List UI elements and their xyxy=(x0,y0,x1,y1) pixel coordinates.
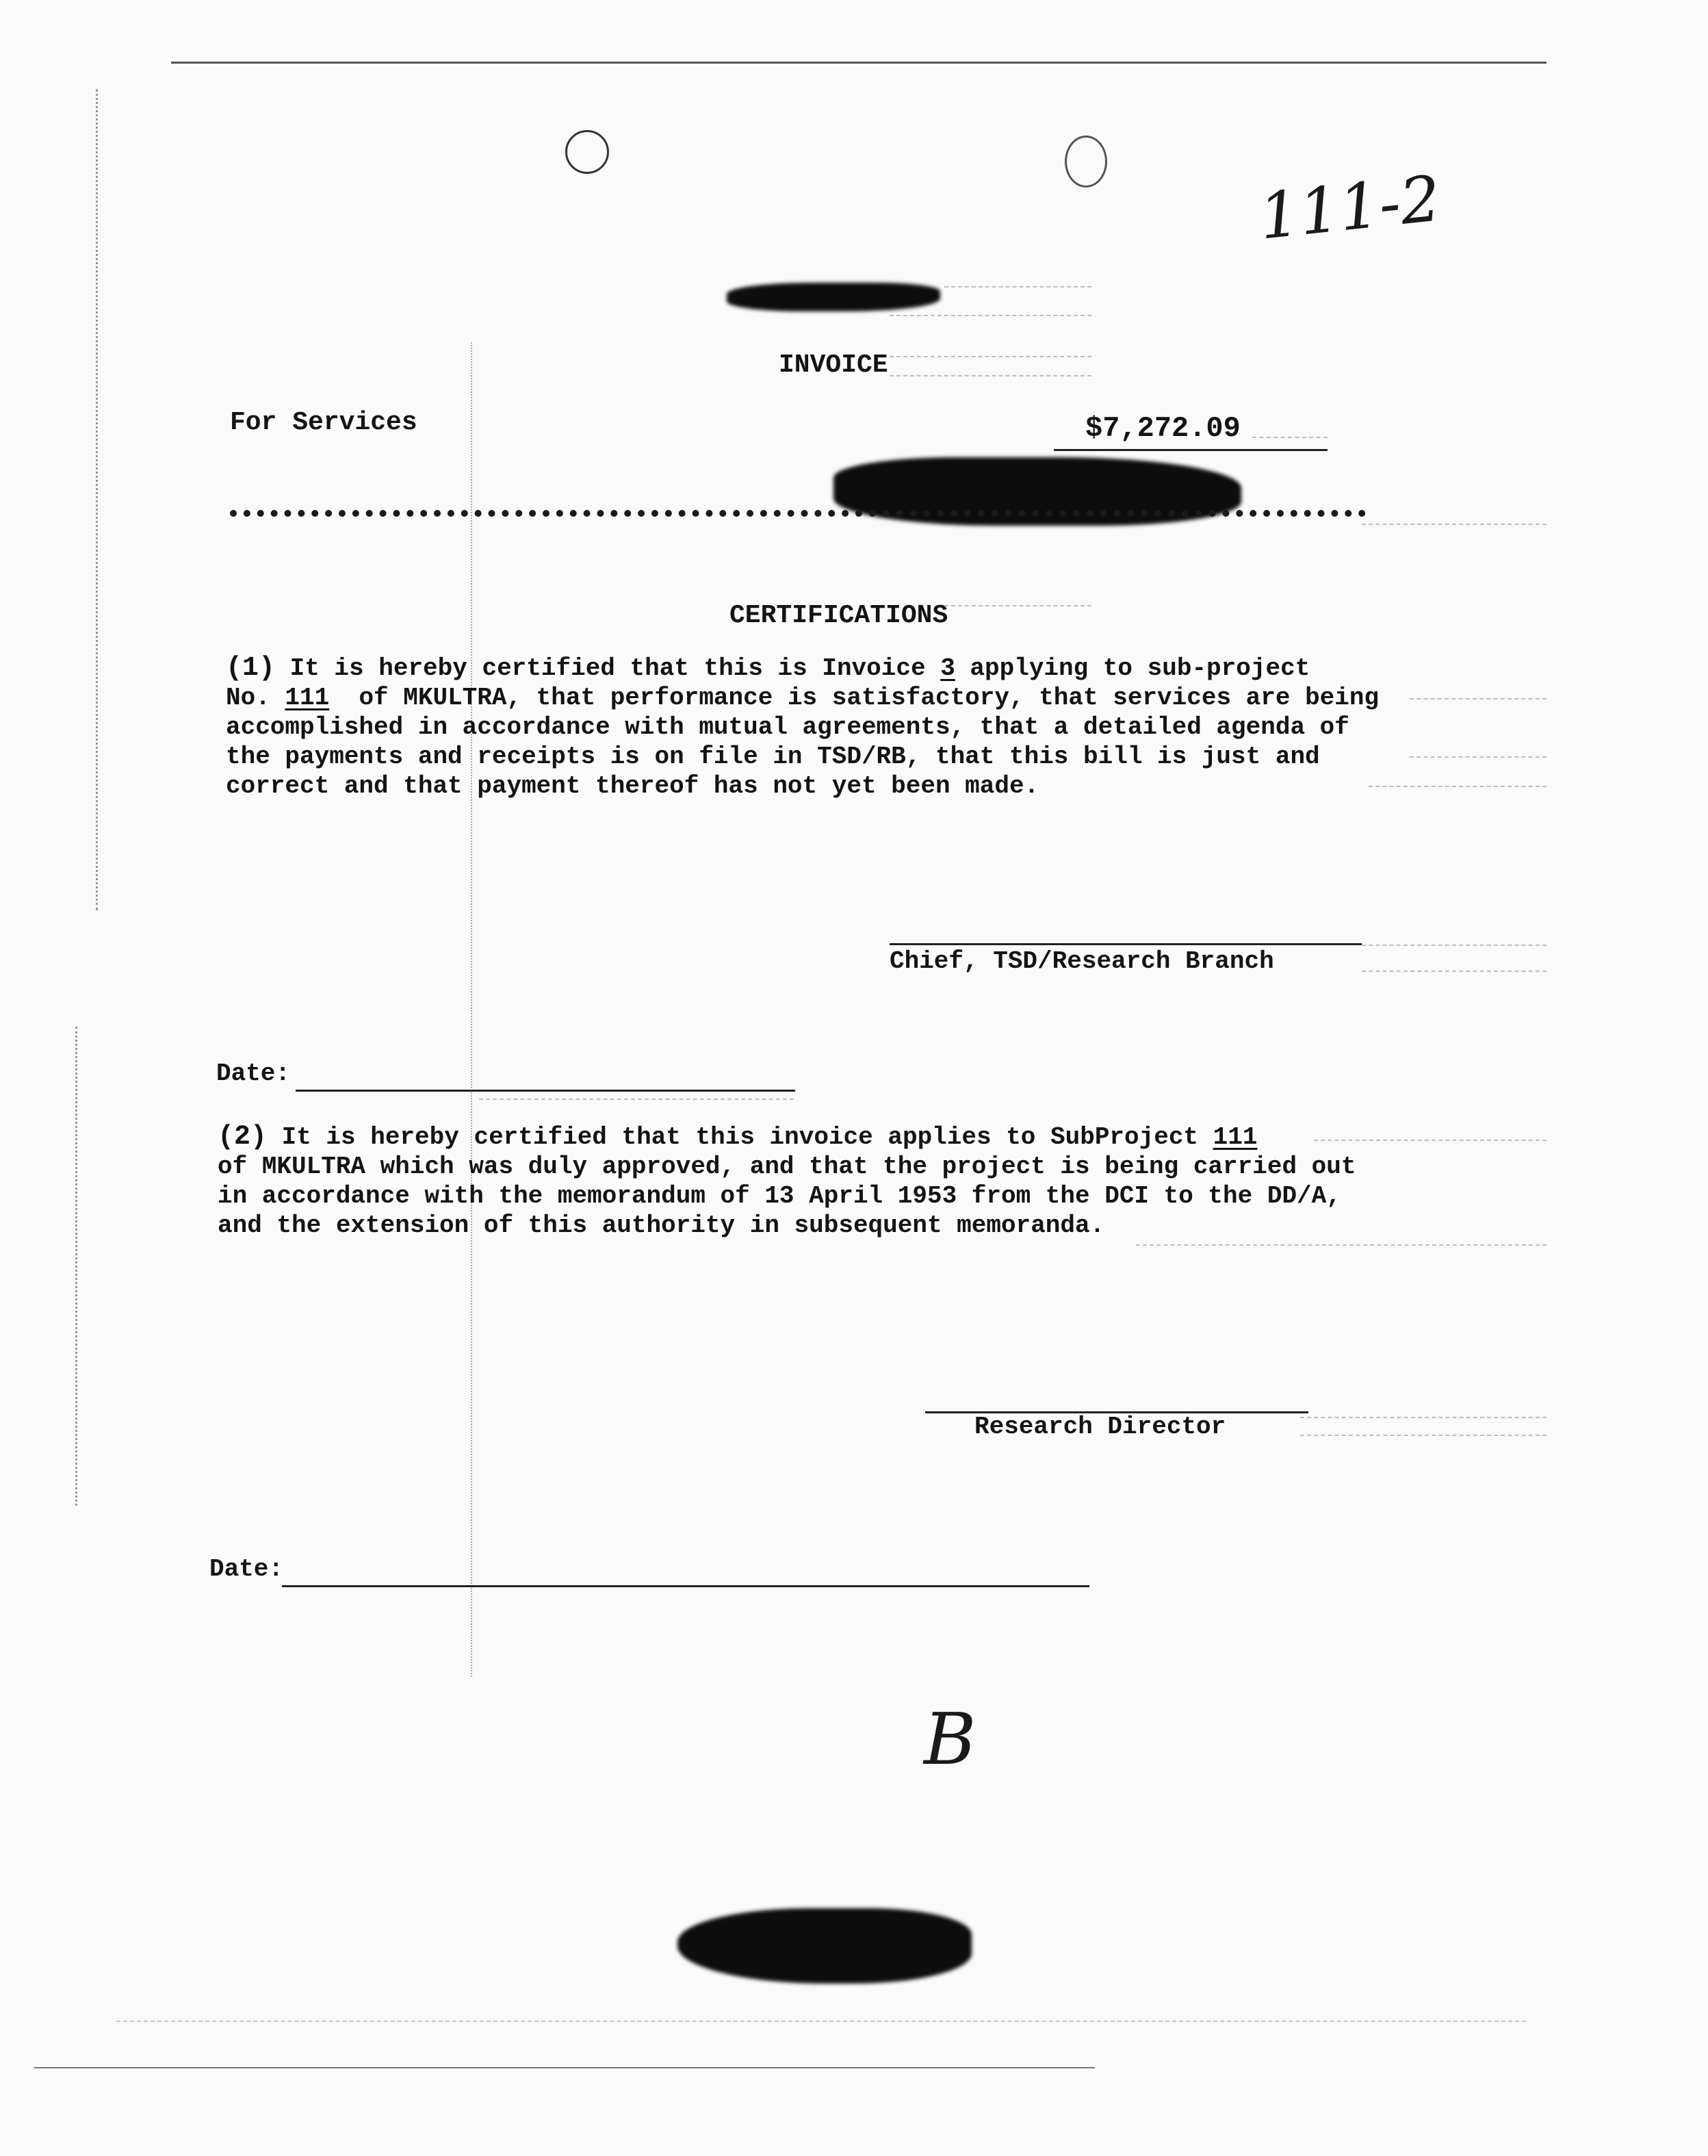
certification-1-line1-end: applying to sub-project xyxy=(955,654,1310,682)
form-rule xyxy=(1410,756,1547,758)
form-rule xyxy=(1252,437,1328,438)
certification-1-line3: accomplished in accordance with mutual agreements, that a detailed agenda of xyxy=(226,713,1349,741)
certification-1-line4: the payments and receipts is on file in TSD/RB, that this bill is just and xyxy=(226,743,1320,771)
top-edge-line xyxy=(171,62,1547,64)
form-rule xyxy=(1362,945,1547,946)
form-rule xyxy=(1410,698,1547,700)
certification-2 xyxy=(218,1122,1356,1240)
punch-hole-mark xyxy=(565,130,609,174)
form-rule xyxy=(890,356,1091,357)
certification-1-number: (1) xyxy=(226,653,276,684)
amount-underline xyxy=(1054,449,1328,451)
signature-line xyxy=(890,943,1362,945)
bottom-edge-line xyxy=(34,2067,1095,2068)
handwritten-reference: 111-2 xyxy=(1256,162,1445,254)
services-label: For Services xyxy=(230,408,417,437)
subproject-number-2: 111 xyxy=(1213,1123,1258,1151)
form-rule xyxy=(1369,786,1547,787)
certification-1-line5: correct and that payment thereof has not yet been made. xyxy=(226,772,1039,800)
form-rule xyxy=(116,2020,1526,2022)
form-rule xyxy=(1362,971,1547,972)
form-rule xyxy=(479,1099,794,1100)
redaction-block xyxy=(727,283,940,311)
form-rule xyxy=(1362,524,1547,525)
certifications-heading: CERTIFICATIONS xyxy=(729,601,948,630)
certification-1 xyxy=(226,654,1379,801)
subproject-number: 111 xyxy=(285,684,330,712)
form-rule xyxy=(890,315,1091,316)
invoice-number: 3 xyxy=(940,654,955,682)
date-1-label: Date: xyxy=(216,1060,291,1088)
section-divider xyxy=(230,510,1366,517)
certification-1-line1-text: It is hereby certified that this is Invoice xyxy=(275,654,941,682)
certification-2-line1-text: It is hereby certified that this invoice applies to SubProject xyxy=(267,1123,1213,1151)
certification-1-line2-end: of MKULTRA, that performance is satisfactory, that services are being xyxy=(329,684,1380,712)
certification-2-line4: and the extension of this authority in subsequent memoranda. xyxy=(218,1211,1105,1240)
date-1-line xyxy=(296,1090,795,1092)
form-rule xyxy=(1314,1140,1547,1141)
redaction-block xyxy=(677,1908,972,1984)
signer-1-title: Chief, TSD/Research Branch xyxy=(890,947,1274,975)
certification-2-number: (2) xyxy=(218,1122,268,1153)
services-amount: $7,272.09 xyxy=(1085,412,1241,445)
left-margin-artifact xyxy=(96,89,98,910)
form-rule xyxy=(890,375,1091,376)
certification-2-line3: in accordance with the memorandum of 13 April 1953 from the DCI to the DD/A, xyxy=(218,1182,1341,1210)
invoice-title: INVOICE xyxy=(779,350,888,380)
date-2-line xyxy=(282,1585,1089,1587)
certification-2-line2: of MKULTRA which was duly approved, and that the project is being carried out xyxy=(218,1153,1356,1181)
form-rule xyxy=(944,605,1091,606)
date-2-label: Date: xyxy=(209,1555,284,1583)
form-rule xyxy=(1136,1244,1547,1246)
form-rule xyxy=(944,286,1091,287)
form-rule xyxy=(1300,1417,1547,1418)
center-fold-artifact xyxy=(471,342,472,1677)
form-rule xyxy=(1300,1435,1547,1436)
signer-2-title: Research Director xyxy=(974,1413,1226,1441)
left-margin-artifact xyxy=(75,1027,77,1506)
certification-1-line2-start: No. xyxy=(226,684,285,712)
handwritten-mark: B xyxy=(924,1697,976,1781)
punch-hole-mark xyxy=(1065,136,1107,188)
